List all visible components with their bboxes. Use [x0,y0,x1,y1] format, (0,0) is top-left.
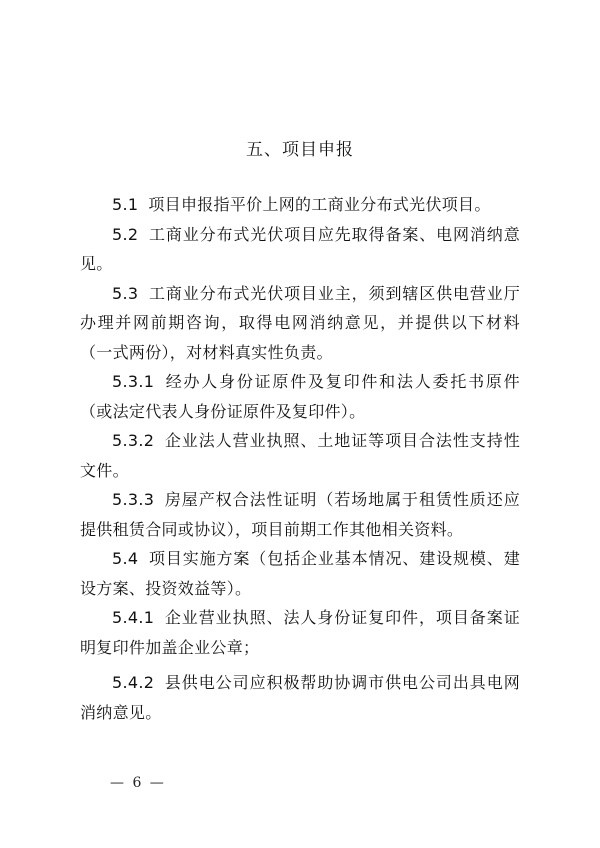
clause-text: 房屋产权合法性证明（若场地属于租赁性质还应提供租赁合同或协议），项目前期工作其他相关资料。 [80,490,520,539]
paragraph-5-3-1 [80,367,520,426]
clause-number: 5.2 [112,224,139,244]
clause-text: 企业法人营业执照、土地证等项目合法性支持性文件。 [80,431,520,480]
clause-text: 工商业分布式光伏项目应先取得备案、电网消纳意见。 [80,224,520,273]
clause-number: 5.4.1 [112,608,155,627]
clause-text: 经办人身份证原件及复印件和法人委托书原件（或法定代表人身份证原件及复印件）。 [80,372,520,421]
paragraph-5-4-1 [80,603,520,662]
clause-number: 5.4 [112,549,139,568]
clause-text: 企业营业执照、法人身份证复印件，项目备案证明复印件加盖企业公章； [80,608,520,657]
clause-number: 5.4.2 [112,673,155,692]
clause-number: 5.3.3 [112,490,155,509]
paragraph-5-1 [80,190,520,220]
clause-number: 5.1 [112,195,139,214]
paragraph-5-4-2 [80,668,520,727]
page-number: — 6 — [110,775,166,791]
clause-text: 工商业分布式光伏项目业主，须到辖区供电营业厅办理并网前期咨询，取得电网消纳意见，并提供以下材料（一式两份），对材料真实性负责。 [80,283,520,362]
clause-text: 项目申报指平价上网的工商业分布式光伏项目。 [148,195,491,214]
section-heading: 五、项目申报 [246,140,354,160]
paragraph-5-2 [80,220,520,279]
document-body [80,190,520,727]
paragraph-5-3-2 [80,426,520,485]
clause-number: 5.3.2 [112,431,155,450]
clause-number: 5.3.1 [112,372,155,391]
paragraph-5-3-3 [80,485,520,544]
paragraph-5-3 [80,279,520,368]
clause-text: 项目实施方案（包括企业基本情况、建设规模、建设方案、投资效益等）。 [80,549,520,598]
paragraph-5-4 [80,544,520,603]
clause-number: 5.3 [112,283,139,303]
clause-text: 县供电公司应积极帮助协调市供电公司出具电网消纳意见。 [80,673,520,722]
